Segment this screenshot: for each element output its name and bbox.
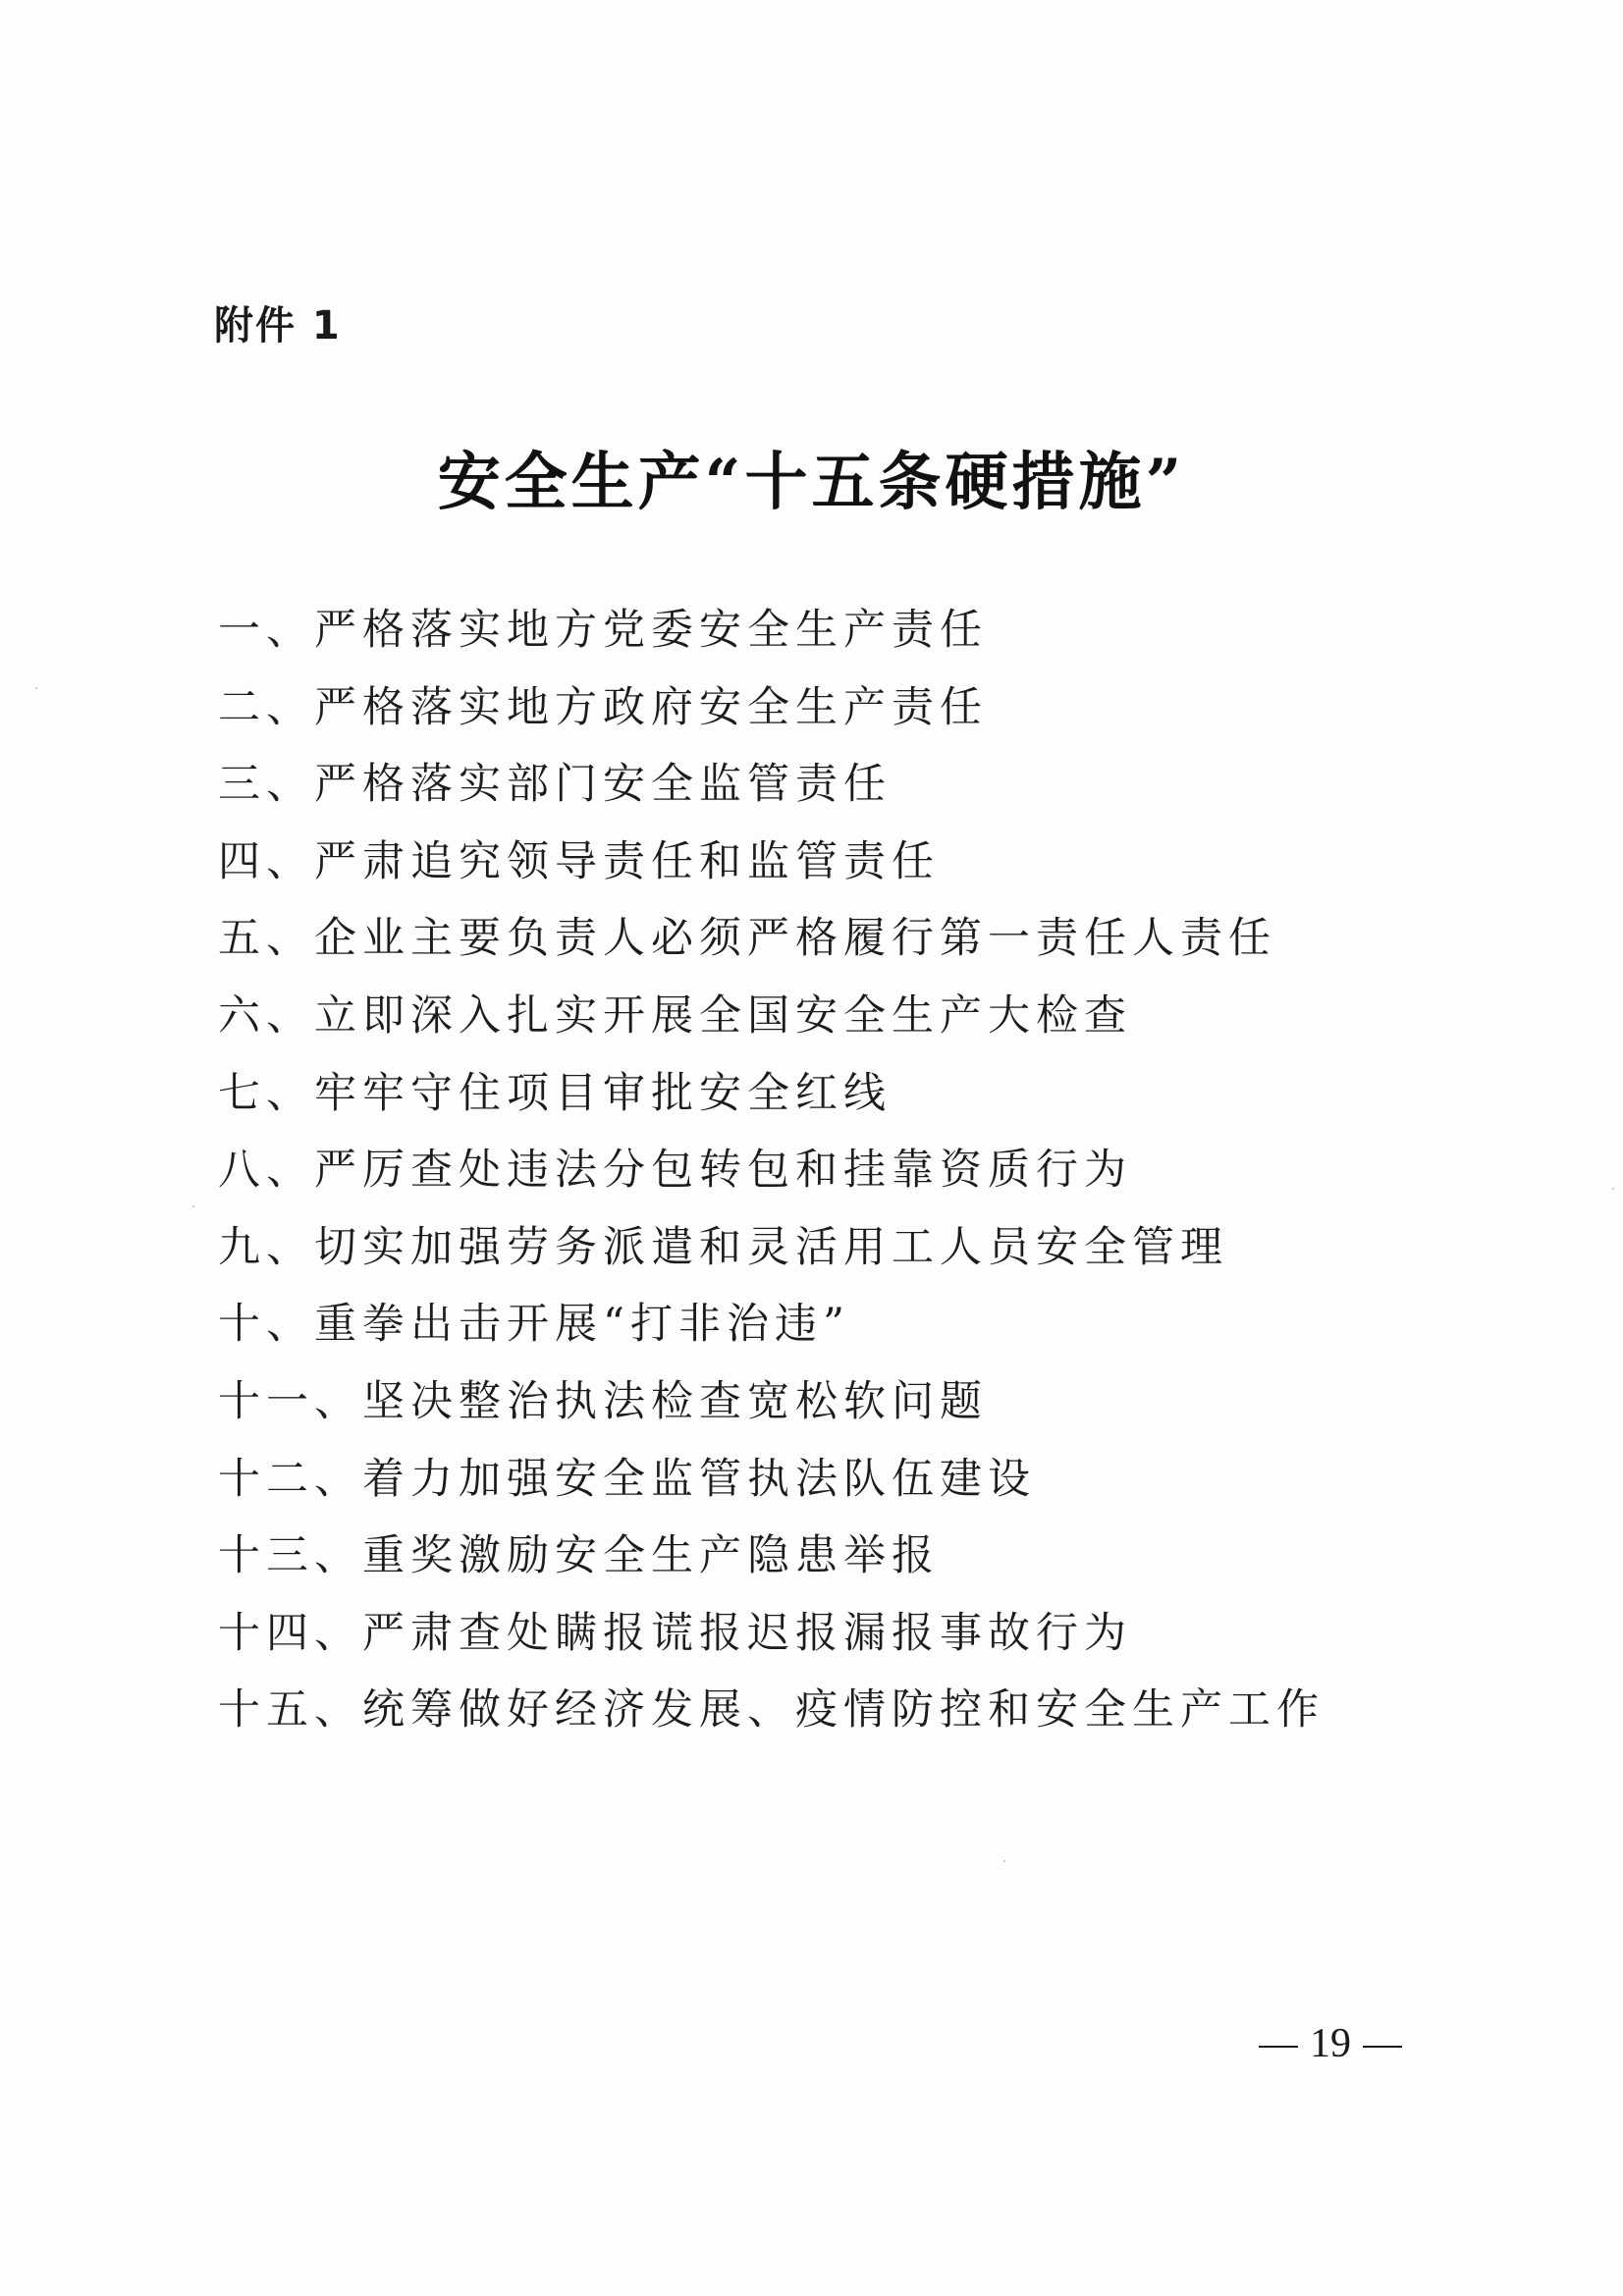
list-item: 五、企业主要负责人必须严格履行第一责任人责任 [218, 914, 1276, 964]
list-item: 九、切实加强劳务派遣和灵活用工人员安全管理 [218, 1222, 1228, 1272]
page-number [1247, 2020, 1414, 2067]
attachment-label: 附件 1 [214, 303, 342, 348]
list-item: 一、严格落实地方党委安全生产责任 [218, 606, 988, 655]
list-item: 八、严厉查处违法分包转包和挂靠资质行为 [218, 1146, 1132, 1196]
page-number-value: 19 [1310, 2021, 1351, 2066]
list-item: 十二、着力加强安全监管执法队伍建设 [218, 1454, 1036, 1504]
page-number-left-dash [1259, 2046, 1298, 2048]
list-item: 十一、坚决整治执法检查宽松软问题 [218, 1376, 988, 1426]
list-item: 十三、重奖激励安全生产隐患举报 [218, 1531, 940, 1581]
scan-speck [192, 1205, 194, 1207]
list-item: 七、牢牢守住项目审批安全红线 [218, 1068, 892, 1118]
list-item: 十四、严肃查处瞒报谎报迟报漏报事故行为 [218, 1608, 1132, 1658]
list-item: 二、严格落实地方政府安全生产责任 [218, 682, 988, 732]
measures-list [218, 592, 1325, 1749]
list-item: 四、严肃追究领导责任和监管责任 [218, 836, 940, 886]
list-item: 十、重拳出击开展“打非治违” [218, 1300, 850, 1350]
document-title: 安全生产“十五条硬措施” [437, 446, 1186, 519]
scan-speck [1003, 1860, 1005, 1862]
list-item: 六、立即深入扎实开展全国安全生产大检查 [218, 990, 1132, 1041]
page-number-right-dash [1363, 2046, 1402, 2048]
scan-speck [1612, 1188, 1614, 1190]
list-item: 三、严格落实部门安全监管责任 [218, 760, 892, 810]
list-item: 十五、统筹做好经济发展、疫情防控和安全生产工作 [218, 1685, 1325, 1735]
scan-speck [35, 687, 37, 689]
